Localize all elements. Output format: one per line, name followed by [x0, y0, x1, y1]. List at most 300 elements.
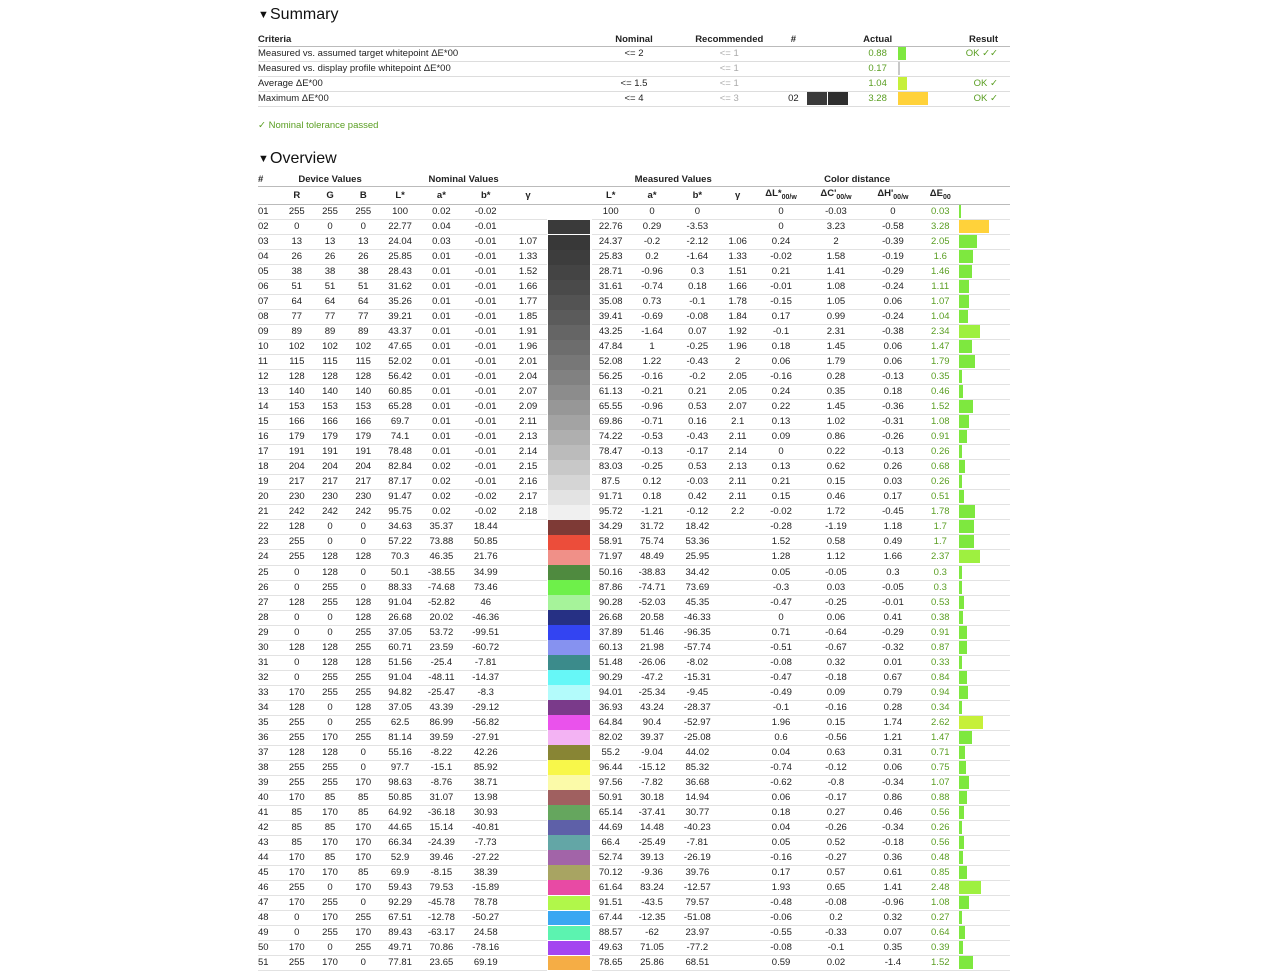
delta-L-cell: 0.71	[755, 625, 807, 640]
nominal-L-cell: 60.85	[380, 385, 420, 400]
color-swatch	[548, 205, 590, 220]
device-b-cell: 255	[347, 910, 380, 925]
measured-L-cell: 50.91	[592, 790, 630, 805]
bar-cell	[959, 430, 1010, 445]
actual-cell: 1.04	[858, 77, 898, 92]
delta-L-cell: 0.24	[755, 385, 807, 400]
delta-C-cell: 0.15	[807, 715, 864, 730]
r-header: R	[280, 187, 313, 205]
measured-b-cell: 25.95	[674, 550, 720, 565]
swatch-cell	[547, 655, 591, 670]
delta-e-bar	[959, 791, 967, 804]
measured-a-header: a*	[630, 187, 674, 205]
swatch-cell	[547, 220, 591, 235]
delta-H-cell: -0.29	[865, 265, 921, 280]
measured-gamma-cell	[721, 850, 755, 865]
nominal-gamma-cell: 1.07	[509, 235, 547, 250]
measured-b-cell: -0.1	[674, 295, 720, 310]
measured-L-cell: 70.12	[592, 865, 630, 880]
measured-L-cell: 61.64	[592, 880, 630, 895]
nominal-a-cell: 53.72	[420, 625, 462, 640]
nominal-a-cell: 0.01	[420, 430, 462, 445]
delta-L-cell: -0.16	[755, 850, 807, 865]
measured-b-cell: 85.32	[674, 760, 720, 775]
delta-L-cell: 0	[755, 445, 807, 460]
measured-a-cell: -38.83	[630, 565, 674, 580]
device-g-cell: 255	[313, 895, 346, 910]
measured-b-cell: -0.25	[674, 340, 720, 355]
measured-b-cell: -46.33	[674, 610, 720, 625]
delta-C-cell: -0.8	[807, 775, 864, 790]
nominal-b-cell: -27.22	[463, 850, 509, 865]
delta-H-cell: -0.32	[865, 640, 921, 655]
bar-cell	[898, 47, 938, 62]
summary-body	[258, 47, 1010, 107]
bar-cell	[959, 204, 1010, 219]
swatch-cell	[547, 490, 591, 505]
patch-id-cell: 40	[258, 790, 280, 805]
device-g-cell: 85	[313, 850, 346, 865]
color-swatch	[548, 805, 590, 820]
measured-L-cell: 52.08	[592, 355, 630, 370]
measured-gamma-cell	[721, 910, 755, 925]
measured-b-cell: 18.42	[674, 520, 720, 535]
color-swatch	[548, 625, 590, 640]
delta-C-cell: 0.09	[807, 685, 864, 700]
measured-gamma-cell	[721, 610, 755, 625]
device-b-cell: 255	[347, 204, 380, 219]
device-g-cell: 255	[313, 670, 346, 685]
device-r-cell: 0	[280, 610, 313, 625]
delta-L-header	[755, 187, 807, 205]
patch-id-cell: 49	[258, 925, 280, 940]
patch-id-cell: 06	[258, 280, 280, 295]
swatch-cell	[547, 505, 591, 520]
measured-L-cell: 65.55	[592, 400, 630, 415]
color-swatch	[548, 880, 590, 895]
measured-gamma-cell: 1.92	[721, 325, 755, 340]
delta-H-cell: -0.26	[865, 430, 921, 445]
measured-b-cell: -28.37	[674, 700, 720, 715]
bar-cell	[959, 370, 1010, 385]
nominal-b-cell: -56.82	[463, 715, 509, 730]
table-row	[258, 430, 1010, 445]
device-b-cell: 38	[347, 265, 380, 280]
color-swatch	[548, 655, 590, 670]
patch-id-cell: 46	[258, 880, 280, 895]
measured-gamma-cell: 2.05	[721, 370, 755, 385]
bar-cell	[959, 805, 1010, 820]
table-row	[258, 460, 1010, 475]
device-r-cell: 204	[280, 460, 313, 475]
delta-H-cell: -0.38	[865, 325, 921, 340]
delta-L-cell: 0.59	[755, 955, 807, 970]
measured-a-cell: -0.16	[630, 370, 674, 385]
delta-E-cell: 0.75	[921, 760, 959, 775]
device-g-cell: 89	[313, 325, 346, 340]
device-b-cell: 170	[347, 925, 380, 940]
nominal-a-cell: 86.99	[420, 715, 462, 730]
color-swatch	[548, 505, 590, 520]
delta-L-cell: -0.55	[755, 925, 807, 940]
delta-C-cell: -0.03	[807, 204, 864, 219]
swatch-cell	[547, 880, 591, 895]
delta-H-cell: -0.29	[865, 625, 921, 640]
delta-H-cell: 0.36	[865, 850, 921, 865]
device-g-cell: 64	[313, 295, 346, 310]
device-b-cell: 85	[347, 805, 380, 820]
patch-id-cell: 38	[258, 760, 280, 775]
color-swatch	[548, 896, 590, 911]
measured-gamma-cell: 2.05	[721, 385, 755, 400]
color-swatch	[548, 400, 590, 415]
patch-id-cell: 45	[258, 865, 280, 880]
patch-id-cell: 03	[258, 235, 280, 250]
delta-E-cell: 1.04	[921, 310, 959, 325]
device-r-cell: 170	[280, 790, 313, 805]
nominal-gamma-cell	[509, 775, 547, 790]
device-r-cell: 128	[280, 520, 313, 535]
delta-e-bar	[959, 941, 963, 954]
measured-b-cell: -96.35	[674, 625, 720, 640]
nominal-gamma-cell: 1.85	[509, 310, 547, 325]
measured-L-cell: 25.83	[592, 250, 630, 265]
delta-L-cell: -0.49	[755, 685, 807, 700]
device-g-cell: 0	[313, 880, 346, 895]
measured-a-cell: 83.24	[630, 880, 674, 895]
delta-L-cell: 0.04	[755, 745, 807, 760]
device-g-cell: 230	[313, 490, 346, 505]
delta-E-cell: 0.87	[921, 640, 959, 655]
delta-e-bar	[959, 896, 969, 909]
table-row	[258, 865, 1010, 880]
bar-cell	[959, 685, 1010, 700]
bar-group-header	[959, 173, 1010, 187]
patch-id-cell: 18	[258, 460, 280, 475]
nominal-L-cell: 59.43	[380, 880, 420, 895]
color-swatch	[548, 565, 590, 580]
delta-e-bar	[959, 716, 983, 729]
device-g-cell: 128	[313, 640, 346, 655]
patch-id-cell: 48	[258, 910, 280, 925]
nominal-cell: <= 2	[589, 47, 679, 62]
device-g-cell: 102	[313, 340, 346, 355]
device-g-cell: 77	[313, 310, 346, 325]
id-group-header: #	[258, 173, 280, 187]
swatch-cell	[547, 250, 591, 265]
patch-id-cell: 02	[258, 220, 280, 235]
nominal-b-cell: 50.85	[463, 535, 509, 550]
device-b-cell: 13	[347, 235, 380, 250]
nominal-b-cell: -99.51	[463, 625, 509, 640]
color-swatch	[548, 850, 590, 865]
nominal-a-cell: 31.07	[420, 790, 462, 805]
patch-id-cell: 16	[258, 430, 280, 445]
device-r-cell: 255	[280, 535, 313, 550]
overview-heading[interactable]	[258, 147, 1018, 171]
nominal-gamma-cell: 2.01	[509, 355, 547, 370]
nominal-L-cell: 69.7	[380, 415, 420, 430]
delta-L-cell: 0.13	[755, 460, 807, 475]
swatch-cell	[807, 92, 857, 107]
measured-gamma-cell	[721, 895, 755, 910]
nominal-header: Nominal	[589, 33, 679, 47]
delta-H-cell: 0	[865, 204, 921, 219]
delta-L-cell: -0.1	[755, 325, 807, 340]
measured-L-cell: 44.69	[592, 820, 630, 835]
measured-a-cell: -9.04	[630, 745, 674, 760]
delta-E-cell: 0.71	[921, 745, 959, 760]
delta-E-label: ΔE	[929, 188, 943, 200]
nominal-b-cell: -0.01	[463, 400, 509, 415]
delta-H-cell: 0.67	[865, 670, 921, 685]
device-b-cell: 85	[347, 865, 380, 880]
color-swatch	[548, 595, 590, 610]
measured-a-cell: 48.49	[630, 550, 674, 565]
table-row	[258, 235, 1010, 250]
swatch-cell	[547, 835, 591, 850]
measured-a-cell: 43.24	[630, 700, 674, 715]
swatch-cell	[547, 355, 591, 370]
measured-gamma-cell	[721, 940, 755, 955]
device-g-cell: 170	[313, 955, 346, 970]
bar-cell	[898, 92, 938, 107]
device-g-cell: 179	[313, 430, 346, 445]
table-row	[258, 415, 1010, 430]
measured-L-cell: 87.5	[592, 475, 630, 490]
patch-id-cell: 14	[258, 400, 280, 415]
measured-L-header: L*	[592, 187, 630, 205]
nominal-L-cell: 88.33	[380, 580, 420, 595]
bar-cell	[959, 250, 1010, 265]
nominal-gamma-cell: 1.77	[509, 295, 547, 310]
delta-E-cell: 0.94	[921, 685, 959, 700]
nominal-b-cell: 73.46	[463, 580, 509, 595]
delta-C-cell: 1.02	[807, 415, 864, 430]
patch-id-cell: 28	[258, 610, 280, 625]
delta-H-cell: -0.13	[865, 370, 921, 385]
table-row	[258, 850, 1010, 865]
nominal-gamma-cell	[509, 910, 547, 925]
criteria-cell: Measured vs. display profile whitepoint ΔE*00	[258, 62, 589, 77]
delta-E-cell: 3.28	[921, 220, 959, 235]
overview-body	[258, 204, 1010, 970]
swatch-cell	[547, 910, 591, 925]
delta-e-bar	[959, 821, 962, 834]
nominal-a-cell: 70.86	[420, 940, 462, 955]
bar-cell	[959, 280, 1010, 295]
measured-b-cell: 30.77	[674, 805, 720, 820]
patch-id-cell: 35	[258, 715, 280, 730]
nominal-L-cell: 25.85	[380, 250, 420, 265]
patch-id-cell: 23	[258, 535, 280, 550]
delta-C-cell: -0.16	[807, 700, 864, 715]
measured-gamma-cell	[721, 865, 755, 880]
swatch-cell	[547, 865, 591, 880]
nominal-gamma-cell	[509, 565, 547, 580]
delta-C-cell: -0.56	[807, 730, 864, 745]
measured-L-cell: 55.2	[592, 745, 630, 760]
criteria-cell: Measured vs. assumed target whitepoint ΔE*00	[258, 47, 589, 62]
device-g-cell: 255	[313, 580, 346, 595]
device-b-cell: 128	[347, 655, 380, 670]
measured-a-cell: 71.05	[630, 940, 674, 955]
delta-C-cell: 2	[807, 235, 864, 250]
measured-a-cell: 30.18	[630, 790, 674, 805]
device-g-cell: 13	[313, 235, 346, 250]
measured-L-cell: 56.25	[592, 370, 630, 385]
nominal-gamma-cell: 2.04	[509, 370, 547, 385]
nominal-a-cell: -48.11	[420, 670, 462, 685]
swatch-cell	[547, 445, 591, 460]
b-header: B	[347, 187, 380, 205]
device-r-cell: 191	[280, 445, 313, 460]
measured-gamma-cell: 2.11	[721, 430, 755, 445]
measured-gamma-cell	[721, 880, 755, 895]
delta-E-cell: 0.53	[921, 595, 959, 610]
nominal-b-cell: -0.01	[463, 295, 509, 310]
nominal-a-header: a*	[420, 187, 462, 205]
delta-H-label: ΔH'	[877, 188, 894, 200]
patch-id-cell: 31	[258, 655, 280, 670]
table-row	[258, 204, 1010, 219]
nominal-L-cell: 52.9	[380, 850, 420, 865]
color-swatch	[548, 700, 590, 715]
device-r-cell: 255	[280, 730, 313, 745]
swatch-cell	[547, 460, 591, 475]
measured-a-cell: 1.22	[630, 355, 674, 370]
swatch-cell	[547, 565, 591, 580]
delta-C-cell: -0.18	[807, 670, 864, 685]
color-swatch	[548, 220, 590, 235]
nominal-a-cell: 15.14	[420, 820, 462, 835]
nominal-b-cell: -0.01	[463, 370, 509, 385]
delta-e-bar	[959, 265, 972, 278]
delta-E-cell: 1.6	[921, 250, 959, 265]
nominal-L-cell: 37.05	[380, 700, 420, 715]
nominal-gamma-cell: 2.14	[509, 445, 547, 460]
patch-id-cell: 37	[258, 745, 280, 760]
delta-L-cell: -0.47	[755, 670, 807, 685]
device-b-cell: 102	[347, 340, 380, 355]
measured-L-cell: 60.13	[592, 640, 630, 655]
nominal-gamma-cell	[509, 550, 547, 565]
nominal-a-cell: 0.01	[420, 265, 462, 280]
device-b-cell: 217	[347, 475, 380, 490]
table-row	[258, 475, 1010, 490]
device-b-cell: 230	[347, 490, 380, 505]
swatch-cell	[547, 895, 591, 910]
measured-L-cell: 67.44	[592, 910, 630, 925]
delta-C-cell: 1.12	[807, 550, 864, 565]
delta-H-cell: -0.31	[865, 415, 921, 430]
device-g-cell: 0	[313, 940, 346, 955]
nominal-a-cell: 43.39	[420, 700, 462, 715]
color-swatch	[548, 956, 590, 971]
table-row	[258, 340, 1010, 355]
color-swatch	[548, 580, 590, 595]
measured-a-cell: -9.36	[630, 865, 674, 880]
delta-H-cell: 0.32	[865, 910, 921, 925]
delta-C-cell: 1.08	[807, 280, 864, 295]
color-swatch	[548, 460, 590, 475]
nominal-a-cell: -25.47	[420, 685, 462, 700]
nominal-a-cell: 79.53	[420, 880, 462, 895]
nominal-L-cell: 43.37	[380, 325, 420, 340]
nominal-L-cell: 56.42	[380, 370, 420, 385]
delta-L-cell: -0.3	[755, 580, 807, 595]
color-swatch	[548, 355, 590, 370]
device-b-cell: 170	[347, 880, 380, 895]
delta-L-cell: 0.24	[755, 235, 807, 250]
collapse-triangle-icon[interactable]: ▼	[258, 9, 269, 21]
nominal-gamma-cell: 2.13	[509, 430, 547, 445]
delta-H-cell: 0.06	[865, 760, 921, 775]
device-g-cell: 170	[313, 835, 346, 850]
measured-a-cell: 75.74	[630, 535, 674, 550]
table-row	[258, 370, 1010, 385]
measured-b-cell: -0.43	[674, 355, 720, 370]
nominal-a-cell: -36.18	[420, 805, 462, 820]
measured-L-cell: 24.37	[592, 235, 630, 250]
summary-heading[interactable]	[258, 3, 1018, 27]
color-swatch	[548, 670, 590, 685]
bar-cell	[959, 220, 1010, 235]
patch-id-cell: 12	[258, 370, 280, 385]
patch-number-cell	[779, 47, 807, 62]
nominal-L-cell: 24.04	[380, 235, 420, 250]
measured-b-cell: -57.74	[674, 640, 720, 655]
device-g-cell: 204	[313, 460, 346, 475]
measured-gamma-cell	[721, 595, 755, 610]
measured-L-cell: 36.93	[592, 700, 630, 715]
nominal-L-cell: 51.56	[380, 655, 420, 670]
delta-e-bar	[959, 626, 967, 639]
delta-bar	[898, 62, 900, 75]
measured-L-cell: 65.14	[592, 805, 630, 820]
bar-cell	[959, 640, 1010, 655]
device-r-cell: 0	[280, 625, 313, 640]
nominal-gamma-cell	[509, 715, 547, 730]
nominal-L-cell: 55.16	[380, 745, 420, 760]
nominal-gamma-cell	[509, 805, 547, 820]
measured-a-cell: -26.06	[630, 655, 674, 670]
nominal-L-cell: 50.1	[380, 565, 420, 580]
delta-L-cell: 0.05	[755, 565, 807, 580]
table-row	[258, 250, 1010, 265]
patch-id-cell: 43	[258, 835, 280, 850]
nominal-a-cell: 0.02	[420, 505, 462, 520]
table-row	[258, 535, 1010, 550]
delta-H-cell: 0.61	[865, 865, 921, 880]
color-swatch	[548, 310, 590, 325]
device-g-cell: 85	[313, 820, 346, 835]
delta-L-cell: 0.17	[755, 865, 807, 880]
overview-table	[258, 173, 1010, 971]
nominal-L-cell: 82.84	[380, 460, 420, 475]
measured-gamma-cell	[721, 955, 755, 970]
patch-id-cell: 27	[258, 595, 280, 610]
nominal-b-cell: 21.76	[463, 550, 509, 565]
delta-H-cell: 1.66	[865, 550, 921, 565]
nominal-b-cell: -0.01	[463, 430, 509, 445]
collapse-triangle-icon[interactable]: ▼	[258, 153, 269, 166]
device-r-cell: 0	[280, 670, 313, 685]
delta-e-bar	[959, 370, 962, 383]
nominal-L-cell: 67.51	[380, 910, 420, 925]
delta-H-cell: -0.96	[865, 895, 921, 910]
measured-L-cell: 91.71	[592, 490, 630, 505]
